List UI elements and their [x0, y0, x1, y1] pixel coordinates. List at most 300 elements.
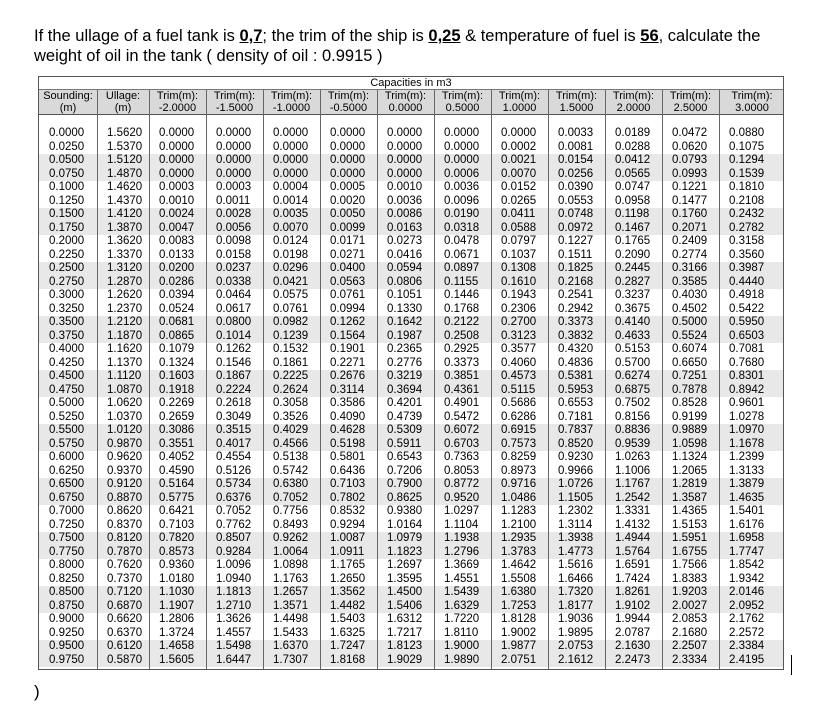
table-cell: 0.4554: [216, 451, 252, 463]
table-cell: 0.1330: [387, 302, 423, 315]
table-row: [39, 384, 783, 398]
table-cell: 1.7220: [444, 613, 480, 625]
question-part-4: , calculate the weight of oil in the tank ( density of oil : 0.9915 ): [34, 27, 761, 65]
table-cell: 2.3334: [672, 653, 708, 666]
table-cell: 0.5000: [49, 397, 85, 409]
table-cell: 1.4635: [729, 491, 765, 504]
table-cell: 0.0296: [273, 262, 309, 274]
table-cell: 0.2250: [49, 248, 85, 261]
table-cell: 0.5870: [107, 653, 143, 666]
column-header-label: Trim(m):: [731, 90, 773, 102]
table-cell: 1.8110: [444, 626, 479, 639]
table-cell: 1.1324: [672, 451, 708, 463]
table-cell: 0.2122: [444, 316, 480, 328]
table-cell: 0.0565: [615, 167, 651, 180]
table-cell: 0.2500: [49, 262, 85, 274]
table-cell: 1.0120: [107, 424, 143, 436]
table-cell: 0.0000: [216, 127, 252, 139]
table-cell: 1.0726: [558, 478, 594, 490]
table-cell: 0.0800: [216, 316, 252, 328]
table-row: [39, 600, 783, 614]
table-cell: 1.1120: [107, 370, 142, 382]
table-cell: 1.4132: [615, 518, 651, 531]
table-cell: 0.0265: [501, 194, 537, 207]
table-cell: 0.0024: [159, 208, 195, 220]
table-cell: 0.0273: [387, 235, 423, 247]
column-header-value: 0.5000: [445, 102, 480, 114]
table-cell: 0.5153: [615, 343, 651, 355]
table-cell: 1.2657: [273, 586, 309, 598]
column-divider: [548, 90, 549, 669]
table-cell: 0.4500: [49, 370, 85, 382]
table-cell: 0.0014: [273, 194, 309, 207]
table-cell: 1.6755: [672, 545, 708, 558]
column-header-label: Trim(m):: [213, 90, 256, 102]
table-cell: 0.1511: [558, 248, 593, 261]
table-cell: 0.0000: [159, 140, 195, 153]
table-cell: 0.2782: [729, 221, 765, 234]
table-row: [39, 505, 783, 519]
table-row: [39, 222, 783, 236]
column-header-label: Trim(m):: [156, 90, 199, 102]
table-cell: 0.1324: [159, 356, 195, 369]
table-cell: 0.9230: [558, 451, 594, 463]
table-cell: 1.5120: [107, 154, 143, 166]
table-cell: 0.0000: [387, 140, 423, 153]
table-cell: 0.5700: [615, 356, 651, 369]
column-divider: [491, 90, 492, 669]
table-cell: 0.8507: [216, 532, 252, 544]
table-cell: 0.8000: [49, 559, 85, 571]
table-cell: 2.3384: [729, 640, 765, 652]
column-header-label: Trim(m):: [327, 90, 370, 102]
table-cell: 0.0416: [387, 248, 423, 261]
table-cell: 0.0464: [216, 289, 252, 301]
table-cell: 0.0575: [273, 289, 309, 301]
table-cell: 0.5911: [387, 437, 422, 450]
table-cell: 0.5734: [216, 478, 252, 490]
table-cell: 1.7247: [330, 640, 366, 652]
table-cell: 1.0096: [216, 559, 252, 571]
table-cell: 0.4566: [273, 437, 309, 450]
table-cell: 0.0152: [501, 181, 537, 193]
table-cell: 0.5198: [330, 437, 366, 450]
table-cell: 0.8573: [159, 545, 195, 558]
table-cell: 0.2925: [444, 343, 480, 355]
table-cell: 1.5401: [729, 505, 765, 517]
table-cell: 0.5742: [273, 464, 309, 477]
table-cell: 0.2618: [216, 397, 252, 409]
table-cell: 0.4090: [330, 410, 366, 423]
table-cell: 0.0553: [558, 194, 594, 207]
table-cell: 1.0598: [672, 437, 708, 450]
table-cell: 0.2409: [672, 235, 708, 247]
table-cell: 0.8493: [273, 518, 309, 531]
column-header: [719, 90, 785, 115]
table-cell: 0.5801: [330, 451, 366, 463]
table-cell: 1.9029: [387, 653, 423, 666]
table-cell: 0.2432: [729, 208, 765, 220]
table-cell: 0.0010: [387, 181, 423, 193]
table-cell: 1.7217: [387, 626, 423, 639]
table-cell: 1.0620: [107, 397, 143, 409]
table-cell: 0.9500: [49, 640, 85, 652]
table-cell: 0.5472: [444, 410, 480, 423]
table-row: [39, 424, 783, 438]
table-cell: 1.2819: [672, 478, 708, 490]
table-cell: 0.0478: [444, 235, 480, 247]
table-cell: 1.4498: [273, 613, 309, 625]
table-cell: 0.7870: [107, 545, 143, 558]
table-cell: 1.2796: [444, 545, 480, 558]
table-cell: 0.4250: [49, 356, 85, 369]
table-cell: 0.0003: [159, 181, 195, 193]
table-cell: 2.0027: [672, 599, 708, 612]
table-header-row: [39, 90, 783, 115]
table-cell: 1.9102: [615, 599, 651, 612]
table-cell: 1.9342: [729, 572, 765, 585]
table-cell: 0.0005: [330, 181, 366, 193]
table-row: [39, 289, 783, 303]
table-cell: 1.2370: [107, 302, 143, 315]
table-cell: 0.0011: [216, 194, 251, 207]
table-cell: 0.5250: [49, 410, 85, 423]
table-cell: 0.1221: [672, 181, 708, 193]
table-cell: 0.1000: [49, 181, 85, 193]
table-cell: 0.0750: [49, 167, 85, 180]
table-cell: 0.0982: [273, 316, 309, 328]
table-cell: 0.1250: [49, 194, 85, 207]
table-cell: 1.1763: [273, 572, 309, 585]
table-cell: 0.4628: [330, 424, 366, 436]
table-cell: 0.5775: [159, 491, 195, 504]
table-cell: 1.5951: [672, 532, 708, 544]
table-cell: 0.4502: [672, 302, 708, 315]
table-cell: 0.4633: [615, 329, 651, 342]
table-cell: 0.4573: [501, 370, 537, 382]
table-cell: 0.8973: [501, 464, 537, 477]
table-cell: 0.6250: [49, 464, 85, 477]
column-header-label: Ullage:: [105, 90, 141, 102]
table-row: [39, 154, 783, 168]
column-divider: [662, 90, 663, 669]
table-cell: 0.2659: [159, 410, 195, 423]
table-cell: 0.0880: [729, 127, 765, 139]
table-cell: 0.3851: [444, 370, 480, 382]
table-cell: 0.0000: [444, 127, 480, 139]
table-cell: 0.1308: [501, 262, 537, 274]
table-cell: 0.0028: [216, 208, 252, 220]
table-cell: 0.0588: [501, 221, 537, 234]
table-cell: 0.0000: [273, 140, 309, 153]
table-cell: 0.3694: [387, 383, 423, 396]
table-cell: 1.5620: [107, 127, 143, 139]
table-cell: 0.2071: [672, 221, 708, 234]
table-cell: 0.6274: [615, 370, 651, 382]
table-row: [39, 465, 783, 479]
table-cell: 0.6421: [159, 505, 195, 517]
table-cell: 1.8123: [387, 640, 423, 652]
table-cell: 0.6370: [107, 626, 143, 639]
table-cell: 0.5524: [672, 329, 708, 342]
table-cell: 0.9966: [558, 464, 594, 477]
table-cell: 0.0421: [273, 275, 309, 288]
table-cell: 0.1239: [273, 329, 309, 342]
table-cell: 0.0000: [444, 140, 480, 153]
table-row: [39, 357, 783, 371]
table-cell: 0.1227: [558, 235, 594, 247]
table-cell: 0.7500: [49, 532, 85, 544]
table-cell: 0.2108: [729, 194, 765, 207]
table-cell: 1.6312: [387, 613, 423, 625]
table-cell: 1.1767: [615, 478, 651, 490]
table-cell: 0.4000: [49, 343, 85, 355]
table-cell: 0.7052: [216, 505, 252, 517]
table-cell: 0.5309: [387, 424, 423, 436]
table-cell: 0.0000: [330, 154, 366, 166]
column-divider: [434, 90, 435, 669]
table-cell: 0.6074: [672, 343, 708, 355]
column-header-value: -1.5000: [215, 102, 254, 114]
table-cell: 0.5164: [159, 478, 195, 490]
table-row: [39, 411, 783, 425]
table-row: [39, 627, 783, 641]
table-cell: 0.1825: [558, 262, 594, 274]
table-cell: 0.5422: [729, 302, 765, 315]
column-divider: [149, 90, 150, 669]
table-cell: 1.8542: [729, 559, 765, 571]
table-cell: 0.1262: [330, 316, 366, 328]
table-cell: 1.2302: [558, 505, 594, 517]
table-cell: 0.5953: [558, 383, 594, 396]
table-cell: 0.3832: [558, 329, 594, 342]
table-cell: 1.9036: [558, 613, 594, 625]
table-cell: 0.0081: [558, 140, 594, 153]
table-cell: 0.1075: [729, 140, 765, 153]
column-header-label: Trim(m):: [612, 90, 655, 102]
table-cell: 0.3526: [273, 410, 309, 423]
table-cell: 0.7878: [672, 383, 708, 396]
table-cell: 0.3373: [558, 316, 594, 328]
table-cell: 0.0050: [330, 208, 366, 220]
column-header-value: 1.0000: [502, 102, 537, 114]
table-row: [39, 613, 783, 627]
table-cell: 0.0271: [330, 248, 366, 261]
table-cell: 1.6325: [330, 626, 366, 639]
table-cell: 0.6870: [107, 599, 143, 612]
table-cell: 1.9002: [501, 626, 537, 639]
table-cell: 0.1810: [729, 181, 765, 193]
table-cell: 1.3879: [729, 478, 765, 490]
table-cell: 0.2774: [672, 248, 708, 261]
table-cell: 1.6176: [729, 518, 765, 531]
table-cell: 0.3987: [729, 262, 765, 274]
table-cell: 0.1768: [444, 302, 480, 315]
table-cell: 1.3669: [444, 559, 480, 571]
question-text: [34, 26, 804, 66]
table-cell: 0.1564: [330, 329, 366, 342]
table-cell: 1.7320: [558, 586, 594, 598]
table-cell: 0.0000: [444, 154, 480, 166]
table-cell: 1.3783: [501, 545, 537, 558]
table-cell: 0.0288: [615, 140, 651, 153]
table-cell: 0.1901: [330, 343, 366, 355]
table-cell: 0.6703: [444, 437, 480, 450]
table-cell: 0.2090: [615, 248, 651, 261]
column-divider: [206, 90, 207, 669]
table-cell: 0.8370: [107, 518, 143, 531]
table-cell: 0.0256: [558, 167, 594, 180]
table-cell: 1.0486: [501, 491, 537, 504]
table-cell: 0.4060: [501, 356, 537, 369]
table-cell: 1.1505: [558, 491, 594, 504]
table-cell: 0.7370: [107, 572, 143, 585]
table-row: [39, 559, 783, 573]
column-header-value: 0.0000: [388, 102, 423, 114]
column-header-value: -2.0000: [158, 102, 197, 114]
table-cell: 0.9199: [672, 410, 708, 423]
table-cell: 0.4918: [729, 289, 765, 301]
column-header-value: -1.0000: [272, 102, 311, 114]
table-cell: 0.0047: [159, 221, 195, 234]
table-cell: 1.3120: [107, 262, 143, 274]
table-cell: 0.0390: [558, 181, 594, 193]
table-cell: 0.6503: [729, 329, 765, 342]
table-cell: 1.0911: [330, 545, 365, 558]
table-cell: 0.6915: [501, 424, 537, 436]
table-cell: 0.6376: [216, 491, 252, 504]
table-cell: 0.9520: [444, 491, 480, 504]
table-cell: 0.0190: [444, 208, 480, 220]
table-cell: 1.5406: [387, 599, 423, 612]
table-cell: 2.0952: [729, 599, 765, 612]
column-header-label: Trim(m):: [384, 90, 427, 102]
table-cell: 0.2776: [387, 356, 423, 369]
table-cell: 1.4642: [501, 559, 537, 571]
table-cell: 1.9890: [444, 653, 480, 666]
table-cell: 2.2473: [615, 653, 651, 666]
table-cell: 0.7120: [107, 586, 143, 598]
table-cell: 1.4551: [444, 572, 480, 585]
table-cell: 0.2508: [444, 329, 480, 342]
question-part-2: ; the trim of the ship is: [262, 27, 429, 45]
table-cell: 0.0806: [387, 275, 423, 288]
table-cell: 0.7363: [444, 451, 480, 463]
table-cell: 0.0154: [558, 154, 594, 166]
table-cell: 0.0036: [387, 194, 423, 207]
table-cell: 1.1030: [159, 586, 195, 598]
table-cell: 0.3577: [501, 343, 537, 355]
table-cell: 1.3562: [330, 586, 366, 598]
table-cell: 0.3500: [49, 316, 85, 328]
column-divider: [97, 90, 98, 669]
table-row: [39, 586, 783, 600]
table-cell: 0.8259: [501, 451, 537, 463]
table-row: [39, 262, 783, 276]
table-cell: 1.8177: [558, 599, 594, 612]
table-cell: 1.3587: [672, 491, 708, 504]
table-cell: 0.6750: [49, 491, 85, 504]
table-cell: 1.4557: [216, 626, 252, 639]
table-cell: 1.8383: [672, 572, 708, 585]
table-row: [39, 532, 783, 546]
table-cell: 0.0163: [387, 221, 423, 234]
table-cell: 0.0158: [216, 248, 252, 261]
table-cell: 0.2827: [615, 275, 651, 288]
table-cell: 0.0096: [444, 194, 480, 207]
table-cell: 1.7253: [501, 599, 537, 612]
table-cell: 1.6329: [444, 599, 480, 612]
table-cell: 0.2700: [501, 316, 537, 328]
table-cell: 0.1262: [216, 343, 252, 355]
table-row: [39, 249, 783, 263]
table-cell: 0.2676: [330, 370, 366, 382]
table-cell: 2.4195: [729, 653, 765, 666]
table-cell: 1.3571: [273, 599, 309, 612]
table-cell: 1.6466: [558, 572, 594, 585]
table-cell: 0.4590: [159, 464, 195, 477]
table-row: [39, 397, 783, 411]
table-row: [39, 127, 783, 141]
table-cell: 0.9870: [107, 437, 143, 450]
table-cell: 0.8772: [444, 478, 480, 490]
table-cell: 0.6072: [444, 424, 480, 436]
table-cell: 0.0563: [330, 275, 366, 288]
table-cell: 0.8053: [444, 464, 480, 477]
table-cell: 0.5750: [49, 437, 85, 450]
table-cell: 1.2935: [501, 532, 537, 544]
table-cell: 0.6543: [387, 451, 423, 463]
table-cell: 1.9895: [558, 626, 594, 639]
table-cell: 0.0000: [216, 167, 252, 180]
table-cell: 0.4017: [216, 437, 252, 450]
table-cell: 0.9250: [49, 626, 85, 639]
column-header-value: 1.5000: [559, 102, 594, 114]
table-cell: 0.2269: [159, 397, 195, 409]
table-cell: 0.0793: [672, 154, 708, 166]
table-cell: 0.7620: [107, 559, 143, 571]
capacity-table: [38, 76, 784, 670]
table-row: [39, 208, 783, 222]
table-cell: 0.1861: [273, 356, 309, 369]
table-cell: 0.2750: [49, 275, 85, 288]
table-cell: 1.2650: [330, 572, 366, 585]
table-cell: 1.7424: [615, 572, 651, 585]
table-cell: 0.2624: [273, 383, 309, 396]
table-cell: 0.3560: [729, 248, 765, 261]
table-cell: 0.3585: [672, 275, 708, 288]
table-cell: 0.7750: [49, 545, 85, 558]
temperature-value: 56: [640, 27, 659, 45]
text-cursor: [791, 655, 792, 675]
table-cell: 0.3750: [49, 329, 85, 342]
table-cell: 0.0133: [159, 248, 195, 261]
table-cell: 0.8836: [615, 424, 651, 436]
table-cell: 0.0000: [330, 167, 366, 180]
table-cell: 0.5126: [216, 464, 252, 477]
table-cell: 0.0958: [615, 194, 651, 207]
table-row: [39, 478, 783, 492]
table-row: [39, 438, 783, 452]
question-part-1: If the ullage of a fuel tank is: [34, 27, 240, 45]
table-cell: 0.1546: [216, 356, 252, 369]
table-cell: 0.0747: [615, 181, 651, 193]
table-cell: 0.1500: [49, 208, 85, 220]
table-cell: 0.2000: [49, 235, 85, 247]
table-cell: 0.1918: [159, 383, 195, 396]
table-cell: 0.0189: [615, 127, 651, 139]
column-header-label: Trim(m):: [555, 90, 598, 102]
